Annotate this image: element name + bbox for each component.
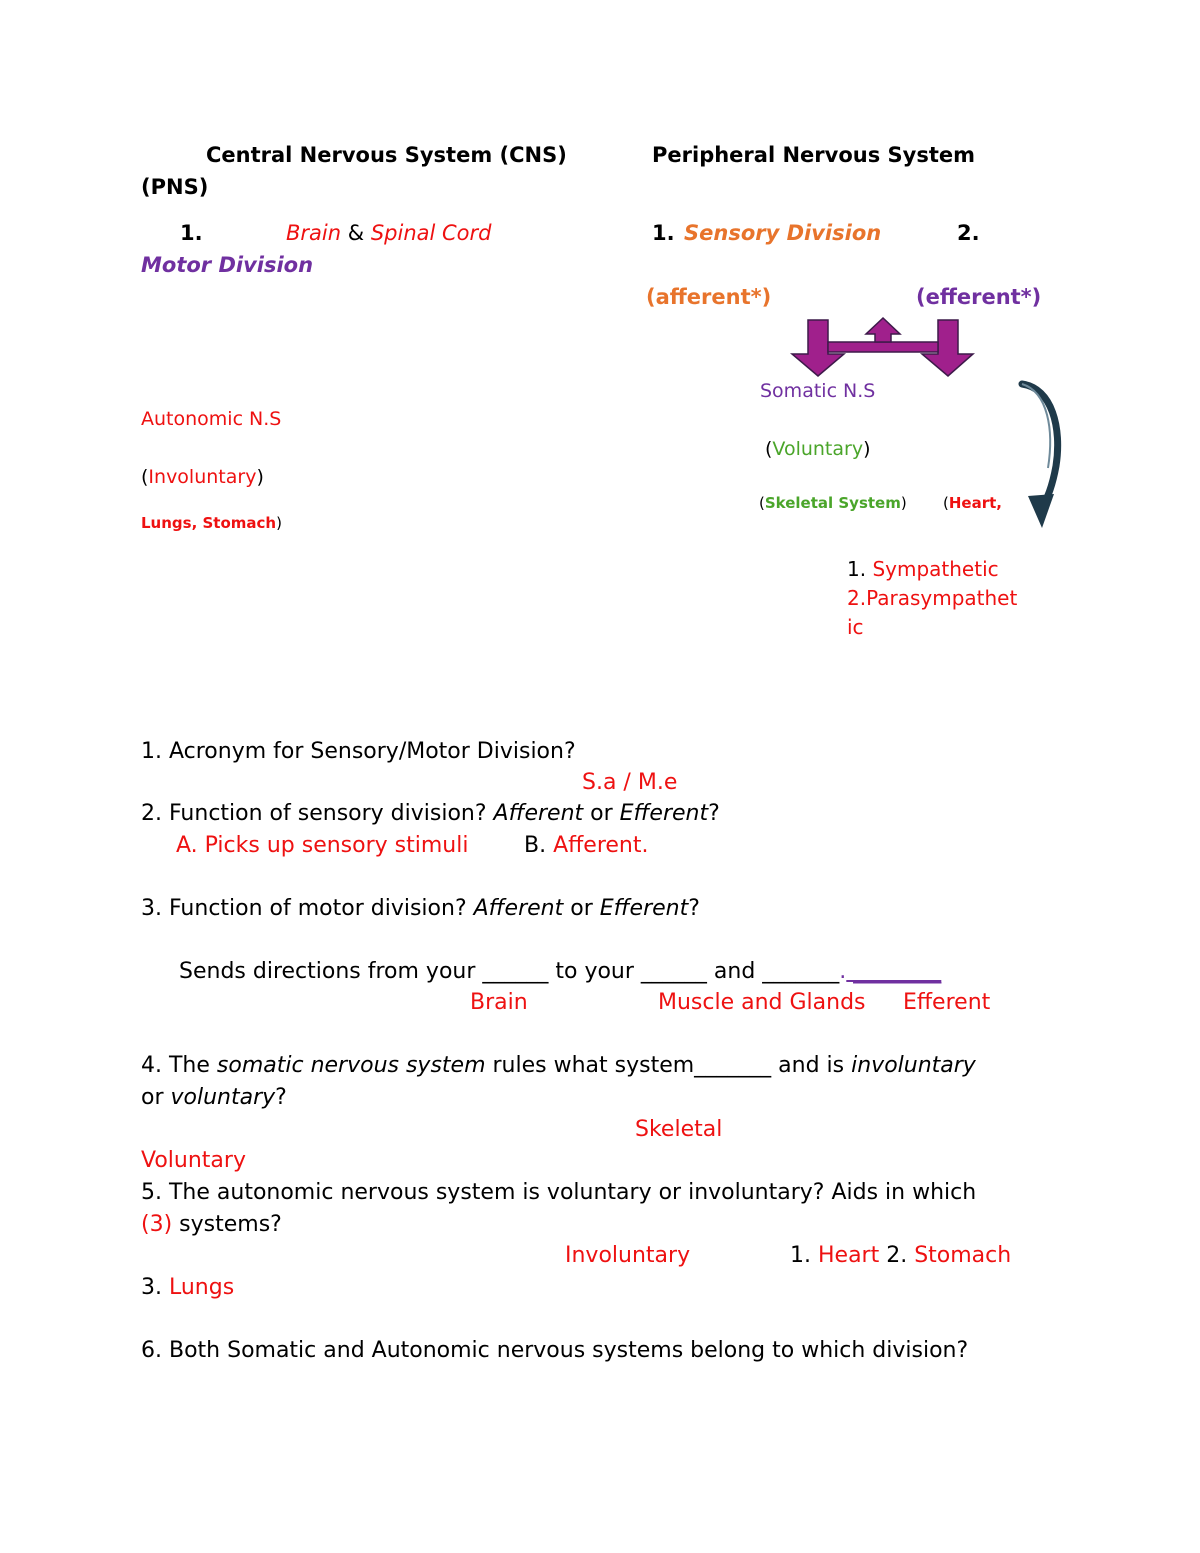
branch-arrow-icon: [790, 316, 975, 380]
cns-number: 1.: [180, 221, 203, 245]
answer-5-involuntary: Involuntary: [565, 1243, 691, 1268]
somatic-voluntary: (Voluntary): [765, 438, 871, 460]
answer-5-systems: 1. Heart 2. Stomach: [790, 1243, 1012, 1268]
curved-arrow-icon: [1018, 378, 1068, 538]
involuntary-label: Involuntary: [148, 466, 257, 488]
afferent-label: (afferent*): [646, 285, 772, 309]
heart-label: Heart,: [948, 494, 1002, 512]
pns-title: Peripheral Nervous System: [652, 143, 975, 167]
skeletal-system-note: (Skeletal System): [759, 494, 907, 512]
sympathetic-item: 1. Sympathetic: [847, 557, 999, 581]
brain-label: Brain: [286, 221, 342, 245]
autonomic-involuntary: (Involuntary): [141, 466, 264, 488]
question-2: 2. Function of sensory division? Afferent or Efferent?: [141, 801, 720, 826]
autonomic-title: Autonomic N.S: [141, 408, 282, 430]
motor-number: 2.: [957, 221, 980, 245]
answer-1: S.a / M.e: [582, 770, 678, 795]
answer-2a: A. Picks up sensory stimuli: [176, 833, 469, 858]
skeletal-system-label: Skeletal System: [764, 494, 901, 512]
voluntary-label: Voluntary: [772, 438, 864, 460]
sensory-number: 1.: [652, 221, 675, 245]
question-4-line2: or voluntary?: [141, 1085, 287, 1110]
answer-2b: B. Afferent.: [524, 833, 649, 858]
parasympathetic-line2: ic: [847, 615, 864, 639]
question-5: 5. The autonomic nervous system is voluntary or involuntary? Aids in which: [141, 1180, 977, 1205]
pns-abbr: (PNS): [141, 175, 209, 199]
question-6: 6. Both Somatic and Autonomic nervous systems belong to which division?: [141, 1338, 969, 1363]
efferent-label: (efferent*): [916, 285, 1042, 309]
parasympathetic-line1: 2.Parasympathet: [847, 586, 1018, 610]
spinal-cord-label: Spinal Cord: [370, 221, 492, 245]
sensory-division: Sensory Division: [684, 221, 882, 245]
cns-parts: [286, 221, 492, 245]
question-5-line2: (3) systems?: [141, 1212, 282, 1237]
lungs-stomach-label: Lungs, Stomach: [141, 514, 277, 532]
answer-4-voluntary: Voluntary: [141, 1148, 246, 1173]
motor-division: Motor Division: [141, 253, 314, 277]
question-1: 1. Acronym for Sensory/Motor Division?: [141, 739, 576, 764]
heart-note: (Heart,: [943, 494, 1002, 512]
sympathetic-label: Sympathetic: [872, 557, 999, 581]
somatic-title: Somatic N.S: [760, 380, 876, 402]
answer-3-efferent: Efferent: [903, 990, 991, 1015]
cns-title: Central Nervous System (CNS): [206, 143, 567, 167]
question-3-sentence: Sends directions from your ______ to your ______ and _______. ________: [179, 959, 942, 984]
question-3: 3. Function of motor division? Afferent or Efferent?: [141, 896, 700, 921]
answer-3-brain: Brain: [470, 990, 528, 1015]
answer-3-muscle: Muscle and Glands: [658, 990, 866, 1015]
ampersand: &: [347, 221, 365, 245]
answer-4-skeletal: Skeletal: [635, 1117, 723, 1142]
answer-5-lungs: 3. Lungs: [141, 1275, 235, 1300]
question-4: 4. The somatic nervous system rules what system_______ and is involuntary: [141, 1053, 976, 1078]
lungs-stomach-note: Lungs, Stomach): [141, 514, 282, 532]
